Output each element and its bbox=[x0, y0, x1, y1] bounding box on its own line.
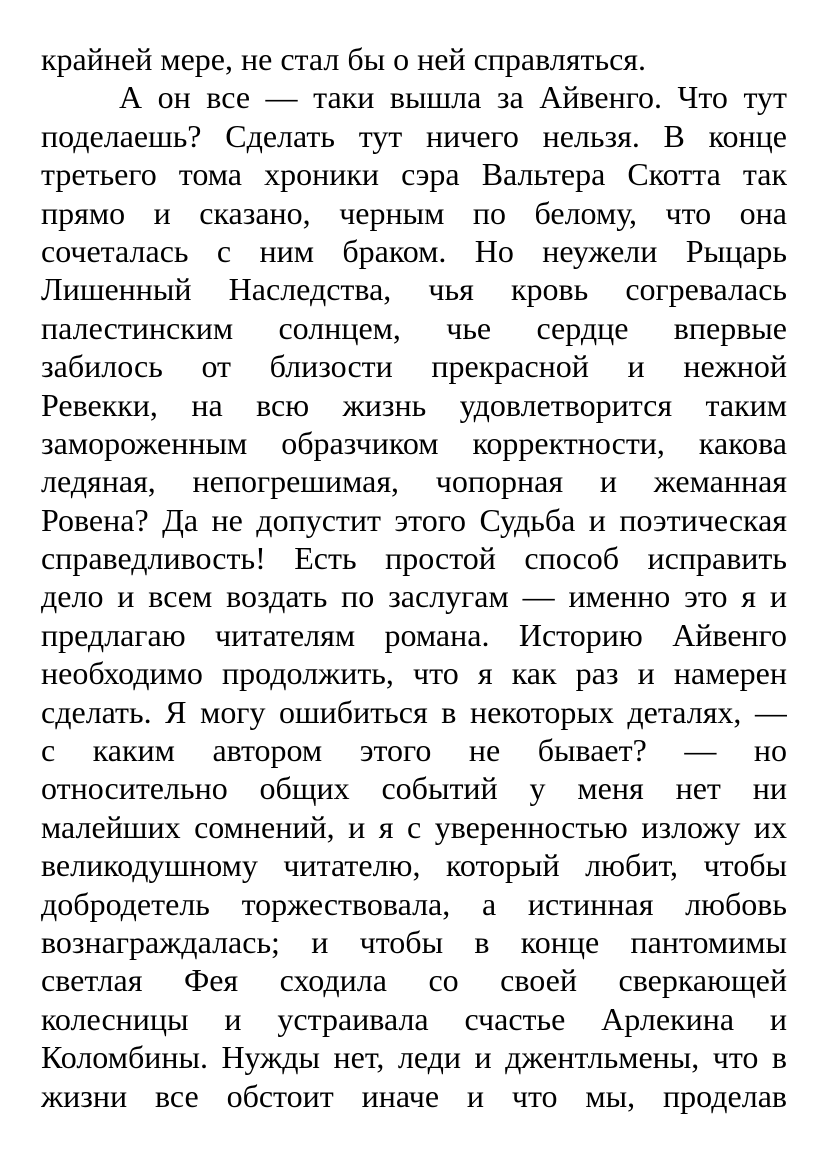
text-line: замороженным образчиком корректности, какова bbox=[41, 424, 787, 461]
text-line: Ревекки, на всю жизнь удовлетворится таким bbox=[41, 386, 787, 423]
text-line: предлагаю читателям романа. Историю Айвенго bbox=[41, 616, 787, 653]
text-line: колесницы и устраивала счастье Арлекина и bbox=[41, 1000, 787, 1037]
text-line: Коломбины. Нужды нет, леди и джентльмены, что в bbox=[41, 1039, 787, 1076]
text-line: жизни все обстоит иначе и что мы, проделав bbox=[41, 1077, 787, 1114]
text-line: с каким автором этого не бывает? — но bbox=[41, 732, 787, 769]
text-line: относительно общих событий у меня нет ни bbox=[41, 770, 787, 807]
text-line: вознаграждалась; и чтобы в конце пантомимы bbox=[41, 923, 787, 960]
text-line: необходимо продолжить, что я как раз и намерен bbox=[41, 655, 787, 692]
text-line: сочеталась с ним браком. Но неужели Рыцарь bbox=[41, 232, 787, 269]
text-line: третьего тома хроники сэра Вальтера Скотта так bbox=[41, 156, 787, 193]
paragraph-first-line: А он все — таки вышла за Айвенго. Что тут bbox=[119, 79, 787, 116]
text-line: сделать. Я могу ошибиться в некоторых деталях, — bbox=[41, 693, 787, 730]
text-line: Лишенный Наследства, чья кровь согревалась bbox=[41, 271, 787, 308]
text-line: Ровена? Да не допустит этого Судьба и поэтическая bbox=[41, 501, 787, 538]
text-line: забилось от близости прекрасной и нежной bbox=[41, 348, 787, 385]
text-line: великодушному читателю, который любит, чтобы bbox=[41, 847, 787, 884]
text-line: прямо и сказано, черным по белому, что она bbox=[41, 194, 787, 231]
text-line: дело и всем воздать по заслугам — именно это я и bbox=[41, 578, 787, 615]
text-line: справедливость! Есть простой способ исправить bbox=[41, 540, 787, 577]
text-line: ледяная, непогрешимая, чопорная и жеманная bbox=[41, 463, 787, 500]
text-line: малейших сомнений, и я с уверенностью изложу их bbox=[41, 808, 787, 845]
text-line: крайней мере, не стал бы о ней справляться. bbox=[41, 41, 646, 77]
text-line: светлая Фея сходила со своей сверкающей bbox=[41, 962, 787, 999]
text-line: поделаешь? Сделать тут ничего нельзя. В конце bbox=[41, 117, 787, 154]
text-line: палестинским солнцем, чье сердце впервые bbox=[41, 309, 787, 346]
text-line: добродетель торжествовала, а истинная любовь bbox=[41, 885, 787, 922]
document-page bbox=[41, 40, 787, 1115]
